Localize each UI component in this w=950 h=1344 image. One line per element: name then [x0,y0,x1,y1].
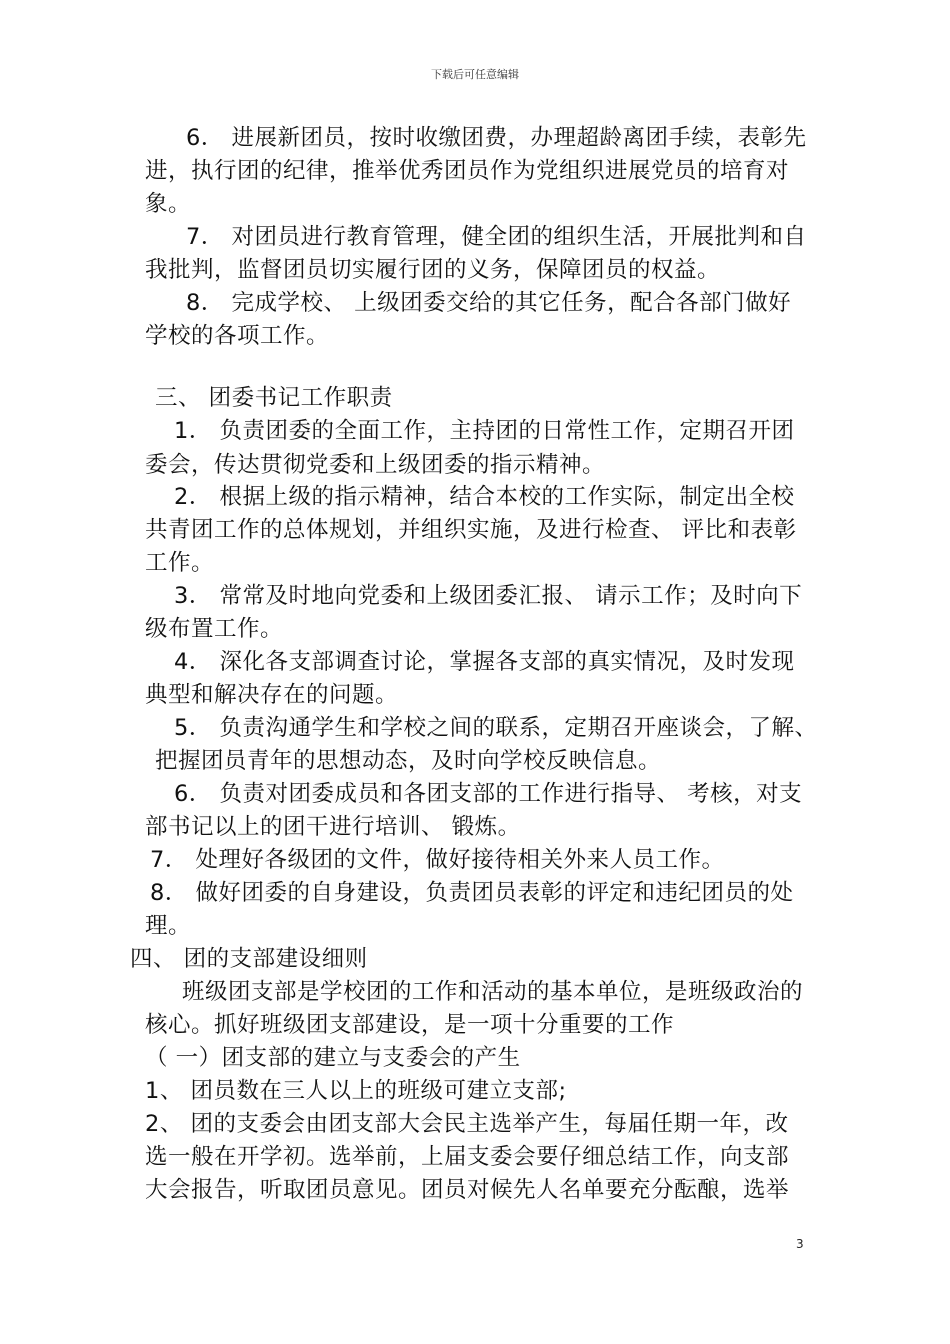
text-line: 2、 团的支委会由团支部大会民主选举产生，每届任期一年，改 [145,1111,789,1137]
text-line: 象。 [145,191,192,217]
text-line: 2． 根据上级的指示精神，结合本校的工作实际，制定出全校 [174,484,795,510]
text-line: 选一般在开学初。选举前，上届支委会要仔细总结工作，向支部 [145,1144,790,1170]
text-line: 级布置工作。 [145,616,284,642]
text-line: 核心。抓好班级团支部建设，是一项十分重要的工作 [145,1012,675,1038]
text-line: 工作。 [145,550,215,576]
text-line: 大会报告，听取团员意见。团员对候先人名单要充分酝酿，选举 [145,1177,790,1203]
text-line: 1、 团员数在三人以上的班级可建立支部; [145,1078,567,1104]
text-line: 把握团员青年的思想动态，及时向学校反映信息。 [155,748,662,774]
text-line: 进，执行团的纪律，推举优秀团员作为党组织进展党员的培育对 [145,158,790,184]
text-line: 共青团工作的总体规划，并组织实施，及进行检查、 评比和表彰 [145,517,797,543]
text-line: 我批判，监督团员切实履行团的义务，保障团员的权益。 [145,257,721,283]
text-line: 理。 [145,913,192,939]
text-line: 部书记以上的团干进行培训、 锻炼。 [145,814,521,840]
text-line: 典型和解决存在的问题。 [145,682,399,708]
section-heading: 三、 团委书记工作职责 [155,385,393,411]
text-line: 8． 做好团委的自身建设，负责团员表彰的评定和违纪团员的处 [150,880,794,906]
page-header: 下载后可任意编辑 [431,68,519,81]
section-heading: 四、 团的支部建设细则 [130,946,368,972]
text-line: 3． 常常及时地向党委和上级团委汇报、 请示工作；及时向下 [174,583,803,609]
text-line: 6． 进展新团员，按时收缴团费，办理超龄离团手续，表彰先 [186,125,807,151]
text-line: 委会，传达贯彻党委和上级团委的指示精神。 [145,452,606,478]
page-number: 3 [796,1237,804,1251]
text-line: 8． 完成学校、 上级团委交给的其它任务，配合各部门做好 [186,290,792,316]
subsection-heading: （ 一）团支部的建立与支委会的产生 [145,1045,521,1071]
text-line: 学校的各项工作。 [145,323,330,349]
text-line: 1． 负责团委的全面工作，主持团的日常性工作，定期召开团 [174,418,795,444]
text-line: 6． 负责对团委成员和各团支部的工作进行指导、 考核，对支 [174,781,803,807]
text-line: 4． 深化各支部调查讨论，掌握各支部的真实情况，及时发现 [174,649,795,675]
text-line: 5． 负责沟通学生和学校之间的联系，定期召开座谈会，了解、 [174,715,818,741]
text-line: 7． 对团员进行教育管理，健全团的组织生活，开展批判和自 [186,224,807,250]
text-line: 7． 处理好各级团的文件，做好接待相关外来人员工作。 [150,847,725,873]
text-line: 班级团支部是学校团的工作和活动的基本单位，是班级政治的 [182,979,804,1005]
